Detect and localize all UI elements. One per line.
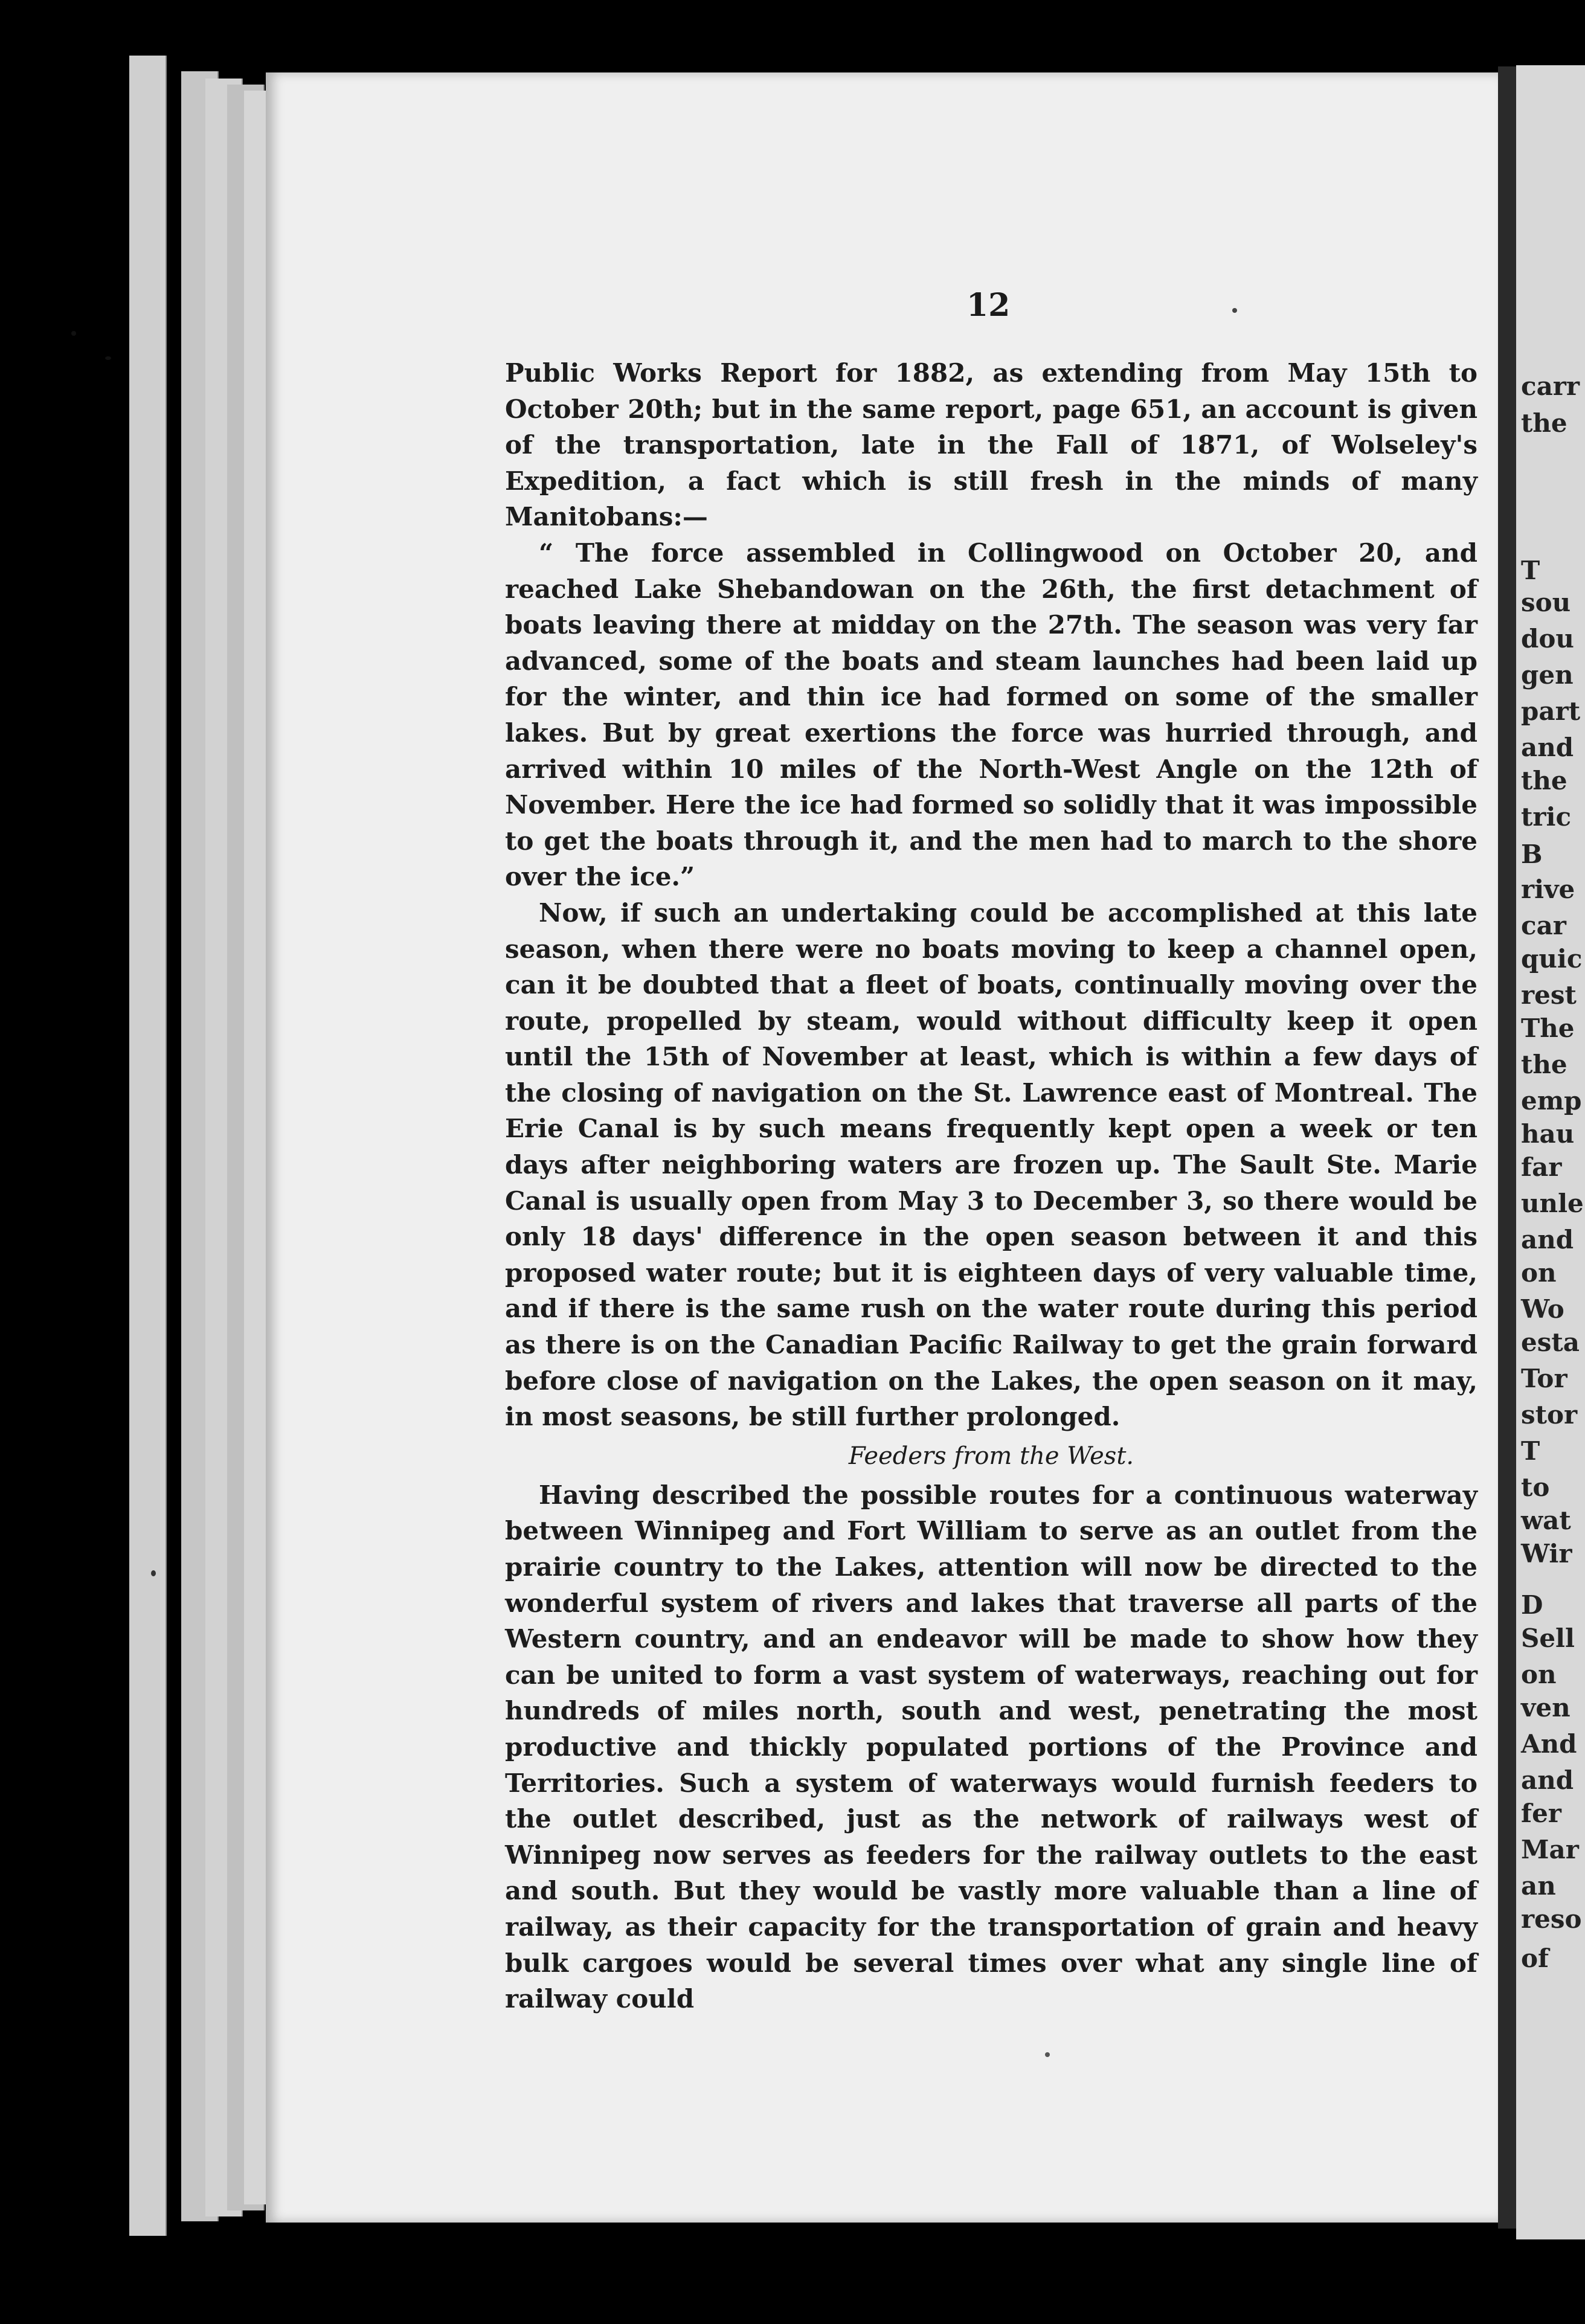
adjacent-page-text: Tor	[1521, 1364, 1567, 1393]
paragraph: Having described the possible routes for a continuous waterway between Winnipeg and Fort William to serve as an outlet from the prairie country to the Lakes, attention will now be directed to the wonderful system of rivers and lakes that traverse all parts of the Western country, and an endeavor will be made to show how they can be united to form a vast system of waterways, reaching out for hundreds of miles north, south and west, penetrating the most productive and thickly populated portions of the Province and Territories. Such a system of waterways would furnish feeders to the outlet described, just as the network of railways west of Winnipeg now serves as feeders for the railway outlets to the east and south. But they would be vastly more valuable than a line of railway, as their capacity for the transportation of grain and heavy bulk cargoes would be several times over what any single line of railway could	[505, 1480, 1477, 2014]
scan-speck	[71, 331, 76, 336]
adjacent-page-text: the	[1521, 766, 1567, 795]
adjacent-page-text: hau	[1521, 1119, 1575, 1149]
adjacent-page-text: quic	[1521, 944, 1583, 974]
adjacent-page-text: stor	[1521, 1400, 1578, 1430]
adjacent-page-text: emp	[1521, 1086, 1582, 1115]
adjacent-page-text: to	[1521, 1472, 1550, 1502]
adjacent-page-text: esta	[1521, 1327, 1580, 1357]
adjacent-page-text: on	[1521, 1660, 1557, 1689]
adjacent-page-text: unle	[1521, 1189, 1584, 1218]
adjacent-page-text: Sell	[1521, 1623, 1575, 1653]
adjacent-page-text: Mar	[1521, 1835, 1579, 1864]
body-text	[505, 355, 1477, 2017]
adjacent-page-text: wat	[1521, 1506, 1571, 1535]
adjacent-page-fragment	[1516, 65, 1585, 2239]
section-heading: Feeders from the West.	[848, 1442, 1134, 1470]
adjacent-page-text: B	[1521, 839, 1543, 869]
adjacent-page-text: fer	[1521, 1799, 1561, 1828]
adjacent-page-text: the	[1521, 408, 1567, 438]
adjacent-page-text: T	[1521, 1436, 1540, 1466]
scan-speck	[151, 1570, 156, 1576]
scan-speck	[105, 356, 111, 360]
adjacent-page-text: D	[1521, 1590, 1543, 1620]
adjacent-page-text: T	[1521, 556, 1540, 585]
adjacent-page-text: carr	[1521, 371, 1580, 401]
adjacent-page-text: part	[1521, 696, 1581, 726]
adjacent-page-text: on	[1521, 1258, 1557, 1288]
adjacent-page-text: Wir	[1521, 1539, 1572, 1568]
adjacent-page-text: rest	[1521, 980, 1577, 1010]
adjacent-page-text: reso	[1521, 1904, 1582, 1934]
adjacent-page-text: sou	[1521, 588, 1571, 617]
scan-speck	[1232, 308, 1237, 313]
page-number: 12	[966, 287, 1011, 324]
adjacent-page-text: car	[1521, 911, 1566, 940]
adjacent-page-text: rive	[1521, 875, 1575, 904]
adjacent-page-text: and	[1521, 733, 1574, 762]
adjacent-page-text: And	[1521, 1729, 1577, 1759]
adjacent-page-text: The	[1521, 1013, 1575, 1043]
adjacent-page-text: the	[1521, 1050, 1567, 1079]
paragraph: Public Works Report for 1882, as extending from May 15th to October 20th; but in the same report, page 651, an account is given of the transportation, late in the Fall of 1871, of Wolseley's Expedition, a fact which is still fresh in the minds of many Manitobans:—	[505, 358, 1477, 532]
adjacent-page-text: far	[1521, 1152, 1562, 1182]
adjacent-page-text: dou	[1521, 624, 1574, 653]
adjacent-page-text: tric	[1521, 802, 1572, 832]
page-edge	[129, 56, 167, 2236]
adjacent-page-text: Wo	[1521, 1294, 1564, 1324]
binding-gutter	[1498, 66, 1516, 2229]
adjacent-page-text: an	[1521, 1871, 1556, 1901]
adjacent-page-text: and	[1521, 1225, 1574, 1254]
adjacent-page-text: and	[1521, 1765, 1574, 1795]
quotation-paragraph: “ The force assembled in Collingwood on October 20, and reached Lake Shebandowan on the 26th, the first detachment of boats leaving there at midday on the 27th. The season was very far advanced, some of the boats and steam launches had been laid up for the winter, and thin ice had formed on some of the smaller lakes. But by great exertions the force was hurried through, and arrived within 10 miles of the North-West Angle on the 12th of November. Here the ice had formed so solidly that it was impossible to get the boats through it, and the men had to march to the shore over the ice.”	[505, 538, 1477, 892]
adjacent-page-text: of	[1521, 1944, 1549, 1973]
adjacent-page-text: gen	[1521, 660, 1574, 690]
paragraph: Now, if such an undertaking could be accomplished at this late season, when there were no boats moving to keep a channel open, can it be doubted that a fleet of boats, continually moving over the route, propelled by steam, would without difficulty keep it open until the 15th of November at least, which is within a few days of the closing of navigation on the St. Lawrence east of Montreal. The Erie Canal is by such means frequently kept open a week or ten days after neighboring waters are frozen up. The Sault Ste. Marie Canal is usually open from May 3 to December 3, so there would be only 18 days' difference in the open season between it and this proposed water route; but it is eighteen days of very valuable time, and if there is the same rush on the water route during this period as there is on the Canadian Pacific Railway to get the grain forward before close of navigation on the Lakes, the open season on it may, in most seasons, be still further prolonged.	[505, 897, 1477, 1432]
adjacent-page-text: ven	[1521, 1693, 1571, 1722]
scan-speck	[1045, 2052, 1050, 2057]
